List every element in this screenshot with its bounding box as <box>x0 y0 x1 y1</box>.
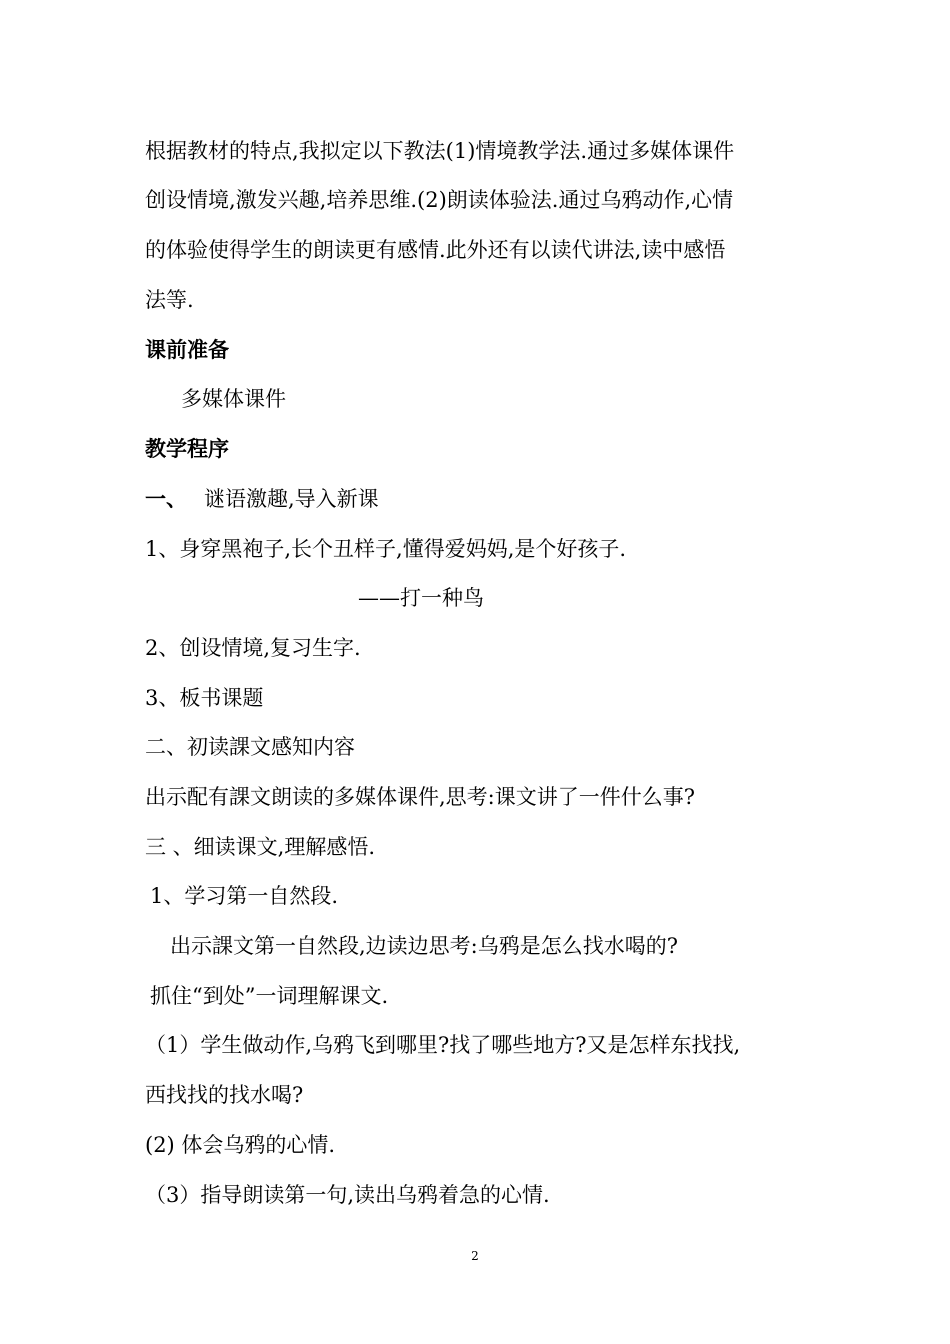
heading-procedure: 教学程序 <box>145 437 229 461</box>
subsection-one-instruction: 出示課文第一自然段,边读边思考:乌鸦是怎么找水喝的? <box>170 934 679 958</box>
step-three: 3、板书课题 <box>145 686 264 710</box>
page-number: 2 <box>471 1249 479 1263</box>
subsection-one-focus: 抓住“到处”一词理解课文. <box>150 984 389 1008</box>
riddle-line: 1、身穿黑袍子,长个丑样子,懂得爱妈妈,是个好孩子. <box>145 537 627 561</box>
subsection-one-title: 1、学习第一自然段. <box>150 884 339 908</box>
riddle-answer-hint: ——打一种鸟 <box>358 586 484 610</box>
heading-preparation: 课前准备 <box>145 338 229 362</box>
section-one-number: 一、 <box>145 487 187 511</box>
paragraph-line-1: 根据教材的特点,我拟定以下教法(1)情境教学法.通过多媒体课件 <box>145 139 735 163</box>
paragraph-line-3: 的体验使得学生的朗读更有感情.此外还有以读代讲法,读中感悟 <box>145 238 726 262</box>
activity-one-line-2: 西找找的找水喝? <box>145 1083 304 1107</box>
section-one-title: 谜语激趣,导入新课 <box>204 487 379 511</box>
activity-three: （3）指导朗读第一句,读出乌鸦着急的心情. <box>145 1183 550 1207</box>
section-two-content: 出示配有課文朗读的多媒体课件,思考:课文讲了一件什么事? <box>145 785 696 809</box>
activity-two: (2) 体会乌鸦的心情. <box>145 1133 336 1157</box>
activity-one-line-1: （1）学生做动作,乌鸦飞到哪里?找了哪些地方?又是怎样东找找, <box>145 1033 741 1057</box>
paragraph-line-2: 创设情境,激发兴趣,培养思维.(2)朗读体验法.通过乌鸦动作,心情 <box>145 188 734 212</box>
paragraph-line-4: 法等. <box>145 288 194 312</box>
section-two-title: 二、初读課文感知内容 <box>145 735 355 759</box>
step-two: 2、创设情境,复习生字. <box>145 636 361 660</box>
section-three-title: 三 、细读课文,理解感悟. <box>145 835 376 859</box>
preparation-item: 多媒体课件 <box>181 387 286 411</box>
